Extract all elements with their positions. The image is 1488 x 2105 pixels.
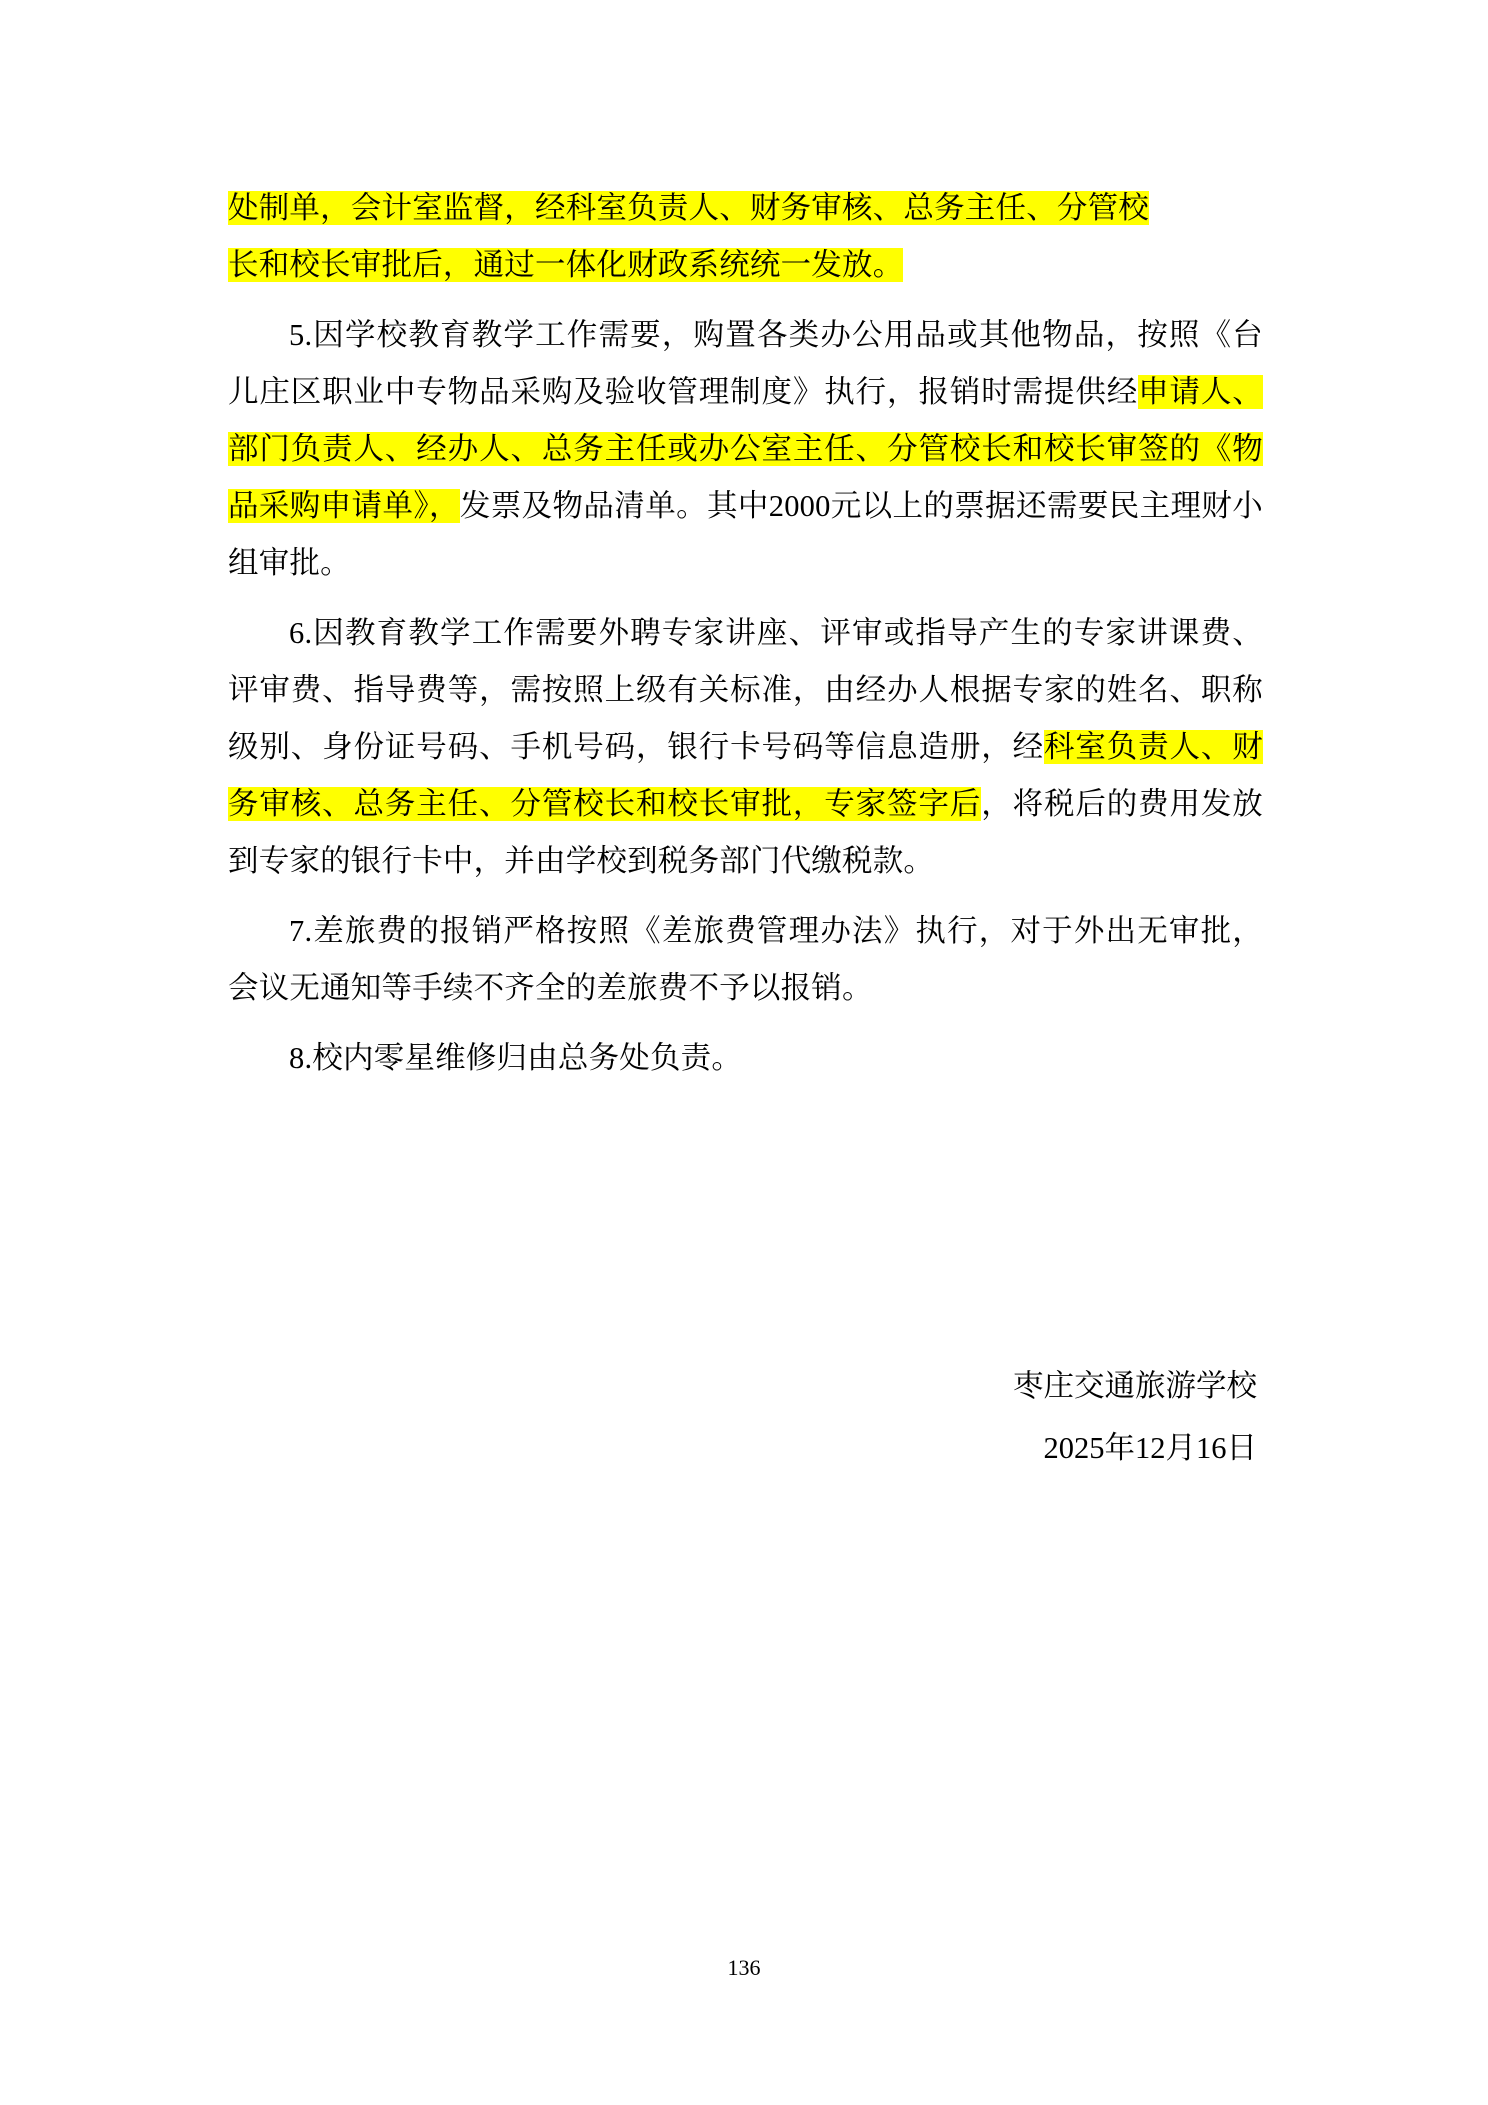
paragraph-item-8 [228, 1030, 1263, 1087]
paragraph-item-8-text: 8.校内零星维修归由总务处负责。 [289, 1041, 743, 1075]
highlighted-text-1: 处制单，会计室监督，经科室负责人、财务审核、总务主任、分管校 [228, 191, 1149, 225]
signature-date: 2025年12月16日 [1043, 1431, 1257, 1465]
paragraph-continued [228, 180, 1263, 294]
paragraph-item-7 [228, 903, 1263, 1017]
paragraph-item-6-text: 6.因教育教学工作需要外聘专家讲座、评审或指导产生的专家讲课费、评审费、指导费等，需按照上级有关标准，由经办人根据专家的姓名、职称级别、身份证号码、手机号码，银行卡号码等信息造册，经科室负责人、财务审核、总务主任、分管校长和校长审批，专家签字后，将税后的费用发放到专家的银行卡中，并由学校到税务部门代缴税款。 [228, 616, 1264, 878]
paragraph-item-6 [228, 605, 1263, 890]
highlighted-text-2: 长和校长审批后，通过一体化财政系统统一发放。 [228, 248, 904, 282]
page-number: 136 [727, 1955, 761, 1980]
paragraph-item-5-text: 5.因学校教育教学工作需要，购置各类办公用品或其他物品，按照《台儿庄区职业中专物品采购及验收管理制度》执行，报销时需提供经申请人、部门负责人、经办人、总务主任或办公室主任、分管校长和校长审签的《物品采购申请单》，发票及物品清单。其中2000元以上的票据还需要民主理财小组审批。 [228, 318, 1263, 580]
signature-block [228, 1355, 1263, 1479]
document-body [228, 180, 1263, 1089]
signature-organization: 枣庄交通旅游学校 [1013, 1369, 1257, 1403]
highlighted-run: 科室负责人、财务审核、总务主任、分管校长和校长审批，专家签字后 [228, 730, 1264, 821]
paragraph-item-7-text: 7.差旅费的报销严格按照《差旅费管理办法》执行，对于外出无审批，会议无通知等手续不齐全的差旅费不予以报销。 [228, 914, 1263, 1005]
paragraph-item-5 [228, 307, 1263, 592]
highlighted-run: 申请人、部门负责人、经办人、总务主任或办公室主任、分管校长和校长审签的《物品采购申请单》， [228, 375, 1263, 523]
